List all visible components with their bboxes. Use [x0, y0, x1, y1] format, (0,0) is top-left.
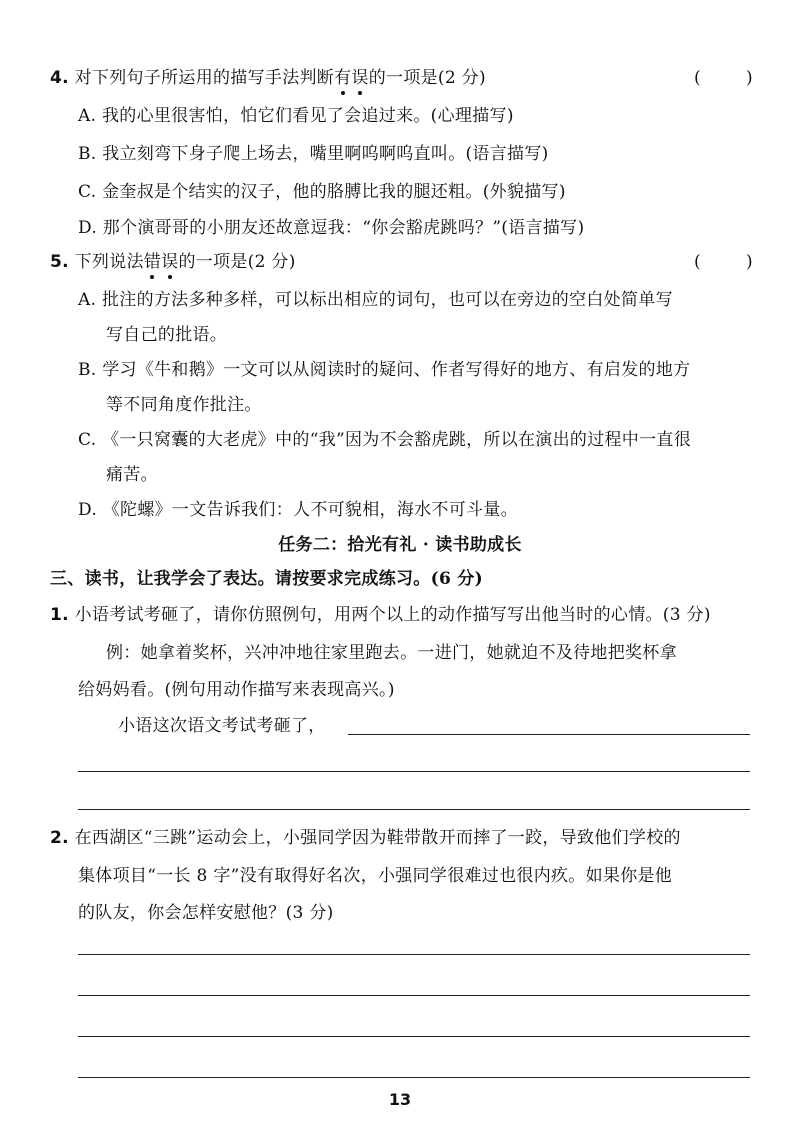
q5-option-b-line2: 等不同角度作批注。	[106, 395, 262, 415]
q4-number: 4.	[50, 68, 69, 88]
s3-q2-line2: 集体项目“一长 8 字”没有取得好名次，小强同学很难过也很内疚。如果你是他	[78, 866, 673, 886]
q4-stem: 4. 对下列句子所运用的描写手法判断有误的一项是(2 分)	[50, 68, 486, 88]
q5-option-b-line1: B. 学习《牛和鹅》一文可以从阅读时的疑问、作者写得好的地方、有启发的地方	[78, 360, 691, 380]
emphasis-dot-char: 有	[334, 68, 352, 88]
s3-q1-example-line1: 例：她拿着奖杯，兴冲冲地往家里跑去。一进门，她就迫不及待地把奖杯拿	[106, 643, 677, 663]
q5-answer-parens[interactable]: ( )	[694, 252, 773, 272]
q4-answer-parens[interactable]: ( )	[694, 68, 773, 88]
q5-option-c-line2: 痛苦。	[106, 465, 158, 485]
s3-q2-line3: 的队友，你会怎样安慰他？(3 分)	[78, 903, 334, 923]
q5-option-a-line2: 写自己的批语。	[106, 325, 228, 345]
q5-stem: 5. 下列说法错误的一项是(2 分)	[50, 252, 296, 272]
q4-option-a: A. 我的心里很害怕，怕它们看见了会追过来。(心理描写)	[78, 106, 514, 126]
task-title: 任务二：拾光有礼 · 读书助成长	[278, 535, 522, 555]
answer-line[interactable]	[78, 1077, 750, 1078]
answer-line[interactable]	[348, 734, 750, 735]
s3-q1-example-line2: 给妈妈看。(例句用动作描写来表现高兴。)	[78, 680, 395, 700]
answer-line[interactable]	[78, 954, 750, 955]
s3-q2-line1: 2. 在西湖区“三跳”运动会上，小强同学因为鞋带散开而摔了一跤，导致他们学校的	[50, 828, 681, 848]
s3-q2-number: 2.	[50, 828, 69, 848]
q5-option-c-line1: C. 《一只窝囊的大老虎》中的“我”因为不会豁虎跳，所以在演出的过程中一直很	[78, 430, 691, 450]
answer-line[interactable]	[78, 771, 750, 772]
page-number: 13	[388, 1090, 412, 1109]
q4-option-b: B. 我立刻弯下身子爬上场去，嘴里啊呜啊呜直叫。(语言描写)	[78, 144, 549, 164]
answer-line[interactable]	[78, 995, 750, 996]
section-title: 三、读书，让我学会了表达。请按要求完成练习。(6 分)	[50, 569, 483, 589]
emphasis-dot-char: 误	[161, 252, 179, 272]
q5-number: 5.	[50, 252, 69, 272]
s3-q1-stem: 1. 小语考试考砸了，请你仿照例句，用两个以上的动作描写写出他当时的心情。(3 分)	[50, 605, 711, 625]
q4-option-d: D. 那个演哥哥的小朋友还故意逗我：“你会豁虎跳吗？”(语言描写)	[78, 218, 585, 238]
s3-q1-number: 1.	[50, 605, 69, 625]
q4-option-c: C. 金奎叔是个结实的汉子，他的胳膊比我的腿还粗。(外貌描写)	[78, 182, 566, 202]
emphasis-dot-char: 误	[351, 68, 369, 88]
q5-option-a-line1: A. 批注的方法多种多样，可以标出相应的词句，也可以在旁边的空白处简单写	[78, 290, 673, 310]
answer-line[interactable]	[78, 1036, 750, 1037]
emphasis-dot-char: 错	[143, 252, 162, 272]
s3-q1-answer-prompt: 小语这次语文考试考砸了，	[118, 716, 326, 736]
answer-line[interactable]	[78, 809, 750, 810]
q5-option-d: D. 《陀螺》一文告诉我们：人不可貌相，海水不可斗量。	[78, 500, 518, 520]
